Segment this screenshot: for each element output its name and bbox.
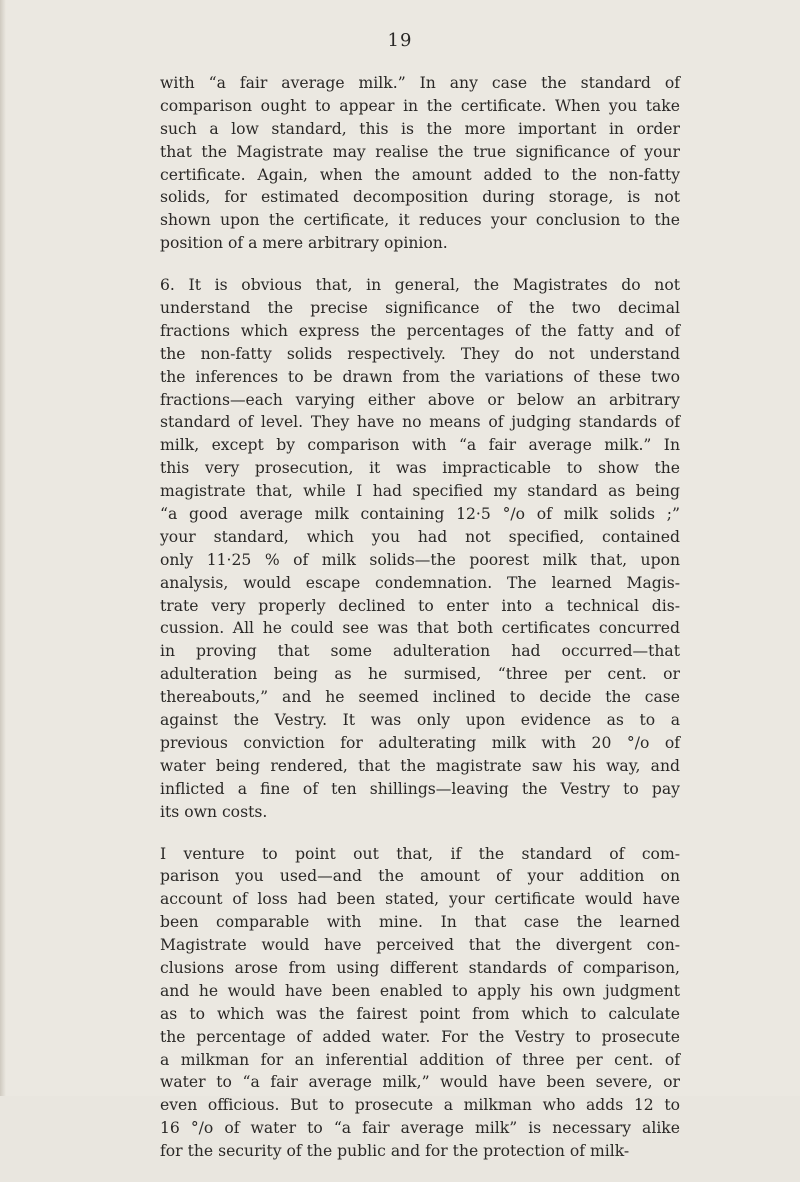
text-line: a milkman for an inferential addition of three per cent. of [160,1050,680,1069]
text-line: your standard, which you had not specified, contained [160,527,680,546]
text-line: analysis, would escape condemnation. The learned Magis- [160,573,680,592]
text-line: with “a fair average milk.” In any case the standard of [160,74,680,92]
text-line: been comparable with mine. In that case the learned [160,913,680,932]
text-line: position of a mere arbitrary opinion. [160,234,448,253]
text-line: that the Magistrate may realise the true significance of your [160,142,680,161]
text-line: only 11·25 % of milk solids—the poorest milk that, upon [160,550,680,569]
text-line: 16 °/o of water to “a fair average milk” is necessary alike [160,1119,680,1138]
text-line: solids, for estimated decomposition during storage, is not [160,188,680,207]
paragraph-2 [160,274,680,823]
text-line: clusions arose from using different standards of comparison, [160,958,680,977]
text-line: this very prosecution, it was impracticable to show the [160,459,680,478]
text-line: previous conviction for adulterating milk with 20 °/o of [160,733,680,752]
text-line: fractions—each varying either above or below an arbitrary [160,390,680,409]
text-line: the inferences to be drawn from the variations of these two [160,367,680,386]
text-line: adulteration being as he surmised, “three per cent. or [160,665,680,684]
text-line: standard of level. They have no means of judging standards of [160,413,680,432]
text-line: fractions which express the percentages of the fatty and of [160,321,680,340]
text-line: “a good average milk containing 12·5 °/o of milk solids ;” [160,505,680,524]
text-line: thereabouts,” and he seemed inclined to decide the case [160,688,680,707]
text-line: and he would have been enabled to apply his own judgment [160,981,680,1000]
text-line: certificate. Again, when the amount added to the non-fatty [160,165,680,184]
text-line: in proving that some adulteration had occurred—that [160,642,680,661]
text-line: water being rendered, that the magistrate saw his way, and [160,756,680,775]
text-line: cussion. All he could see was that both certificates concurred [160,619,680,638]
page-edge-shadow [0,0,6,1096]
text-line: inflicted a fine of ten shillings—leaving the Vestry to pay [160,779,680,798]
paragraph-1 [160,72,680,255]
text-line: the percentage of added water. For the Vestry to prosecute [160,1027,680,1046]
text-line: against the Vestry. It was only upon evidence as to a [160,711,680,730]
text-line: milk, except by comparison with “a fair average milk.” In [160,436,680,455]
text-line: trate very properly declined to enter into a technical dis- [160,596,680,615]
body-text [160,72,680,1182]
text-line: such a low standard, this is the more important in order [160,119,680,138]
page-number: 19 [387,30,413,51]
text-line: the non-fatty solids respectively. They do not understand [160,344,680,363]
text-line: account of loss had been stated, your certificate would have [160,890,680,909]
text-line: for the security of the public and for the protection of milk- [160,1142,630,1161]
text-line: parison you used—and the amount of your addition on [160,867,680,886]
text-line: magistrate that, while I had specified my standard as being [160,482,680,501]
text-line: shown upon the certificate, it reduces your conclusion to the [160,211,680,230]
text-line: water to “a fair average milk,” would have been severe, or [160,1073,680,1092]
text-line: as to which was the fairest point from which to calculate [160,1004,680,1023]
text-line: I venture to point out that, if the standard of com- [160,844,680,863]
text-line: even officious. But to prosecute a milkman who adds 12 to [160,1096,680,1115]
text-line: its own costs. [160,802,268,821]
text-line: comparison ought to appear in the certificate. When you take [160,96,680,115]
text-line: Magistrate would have perceived that the divergent con- [160,936,680,955]
text-line: understand the precise significance of the two decimal [160,299,680,318]
text-line: 6. It is obvious that, in general, the Magistrates do not [160,276,680,295]
paragraph-3 [160,843,680,1163]
